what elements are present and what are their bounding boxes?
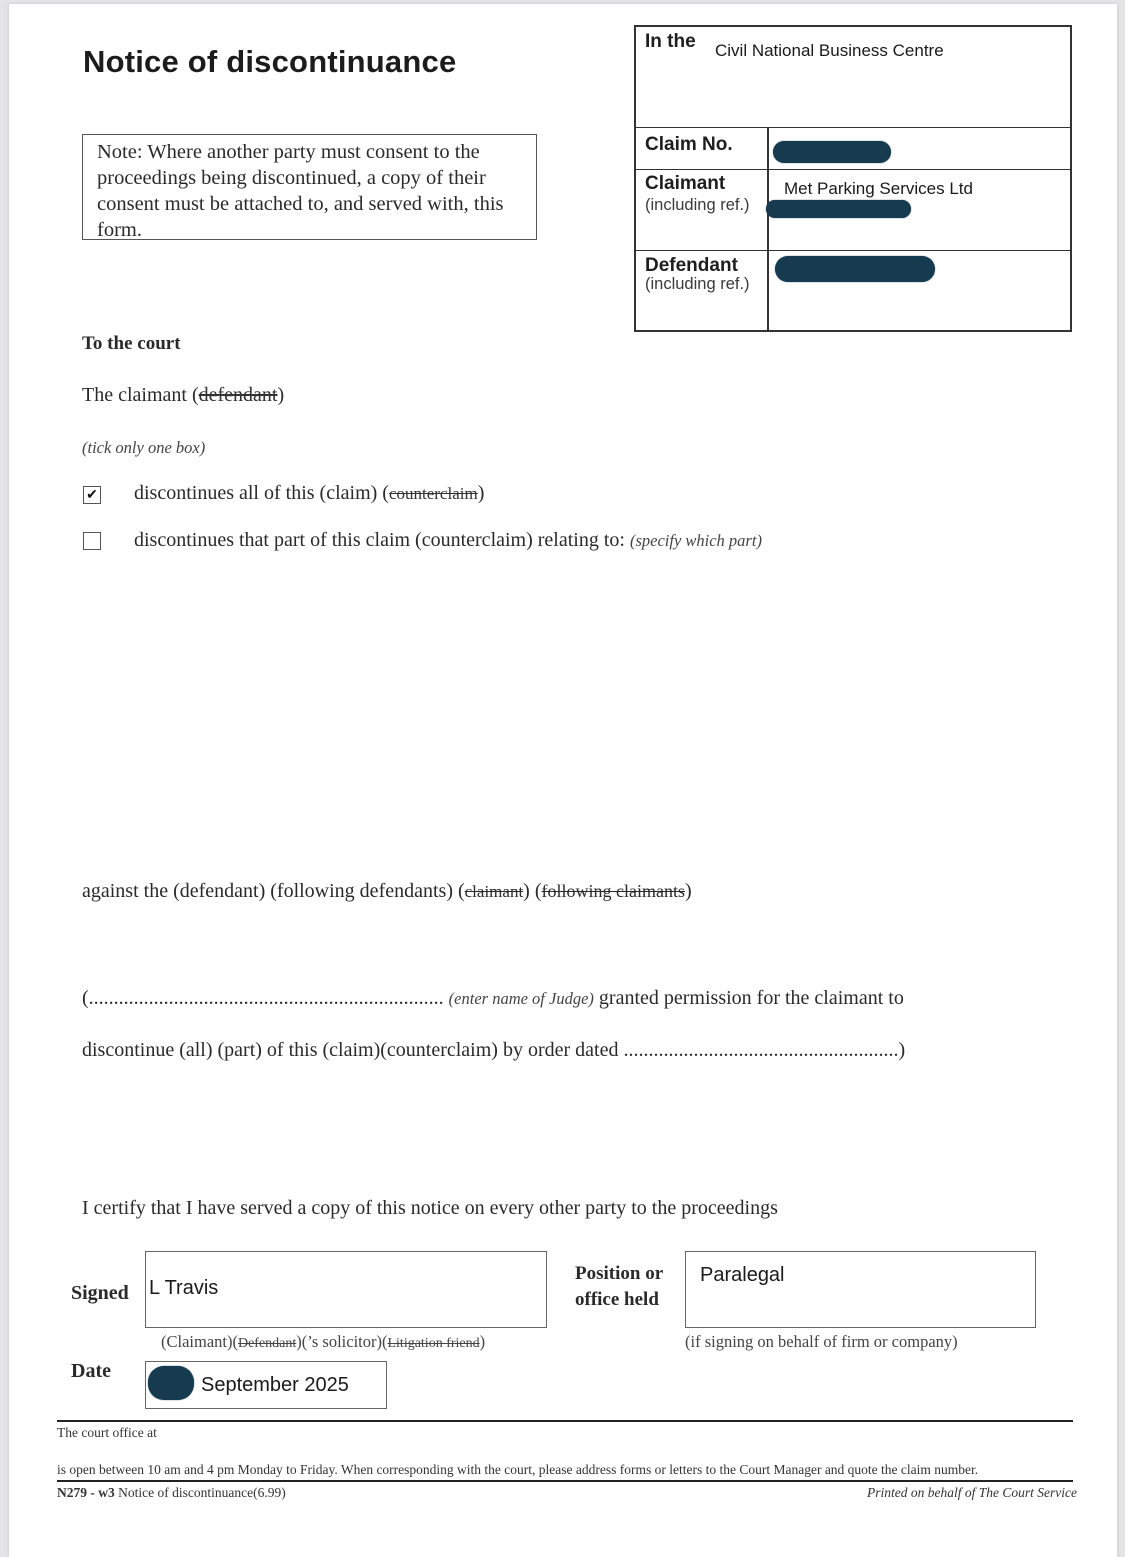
position-label-line1: Position or [575, 1263, 664, 1284]
claim-no-label: Claim No. [645, 134, 733, 155]
date-field[interactable] [145, 1361, 387, 1409]
claimant-ref-label: (including ref.) [645, 196, 750, 214]
judge-permission-text: granted permission for the claimant to [593, 987, 904, 1009]
discontinue-part-option [134, 529, 762, 552]
to-the-court-heading: To the court [82, 333, 181, 354]
claim-no-redaction [773, 141, 891, 163]
tick-hint: (tick only one box) [82, 438, 206, 457]
role-end: ) [479, 1332, 486, 1351]
consent-note: Note: Where another party must consent to the proceedings being discontinued, a copy of their consent must be attached to, and served with, this form. [82, 134, 537, 240]
page-title: Notice of discontinuance [83, 44, 457, 79]
signed-value: L Travis [149, 1277, 219, 1299]
struck-following-claimants: following claimants [541, 881, 685, 901]
against-mid: ) ( [523, 880, 542, 902]
court-details-table [634, 25, 1072, 332]
order-dated-line: discontinue (all) (part) of this (claim)(counterclaim) by order dated .......................................................) [82, 1039, 906, 1061]
discontinue-all-option [134, 482, 484, 505]
claimant-ref-redaction [766, 200, 911, 218]
signatory-role [161, 1332, 485, 1352]
form-reference [57, 1485, 286, 1501]
claimant-statement-text: The claimant ( [82, 384, 199, 406]
against-text: against the (defendant) (following defendants) ( [82, 880, 465, 902]
discontinue-all-checkbox[interactable] [83, 486, 101, 504]
form-name: Notice of discontinuance(6.99) [114, 1485, 286, 1500]
discontinue-all-end: ) [477, 482, 485, 504]
defendant-redaction [775, 256, 935, 282]
struck-role-litigation-friend: Litigation friend [387, 1336, 480, 1351]
struck-counterclaim: counterclaim [388, 484, 478, 503]
claimant-statement-end: ) [277, 384, 285, 406]
defendant-ref-label: (including ref.) [645, 275, 750, 293]
court-office-label: The court office at [57, 1425, 157, 1440]
checkmark-icon: ✔ [86, 487, 98, 503]
role-claimant: (Claimant)( [161, 1332, 238, 1351]
defendant-label: Defendant [645, 255, 738, 276]
position-label [575, 1261, 663, 1313]
position-label-line2: office held [575, 1289, 659, 1310]
date-label: Date [71, 1360, 111, 1382]
against-end: ) [684, 880, 692, 902]
claimant-row [636, 170, 1070, 251]
document-page [9, 4, 1117, 1557]
in-the-row [636, 27, 1070, 128]
against-statement [82, 880, 692, 903]
role-solicitor: )(’s solicitor)( [296, 1332, 388, 1351]
claimant-statement [82, 384, 284, 407]
in-the-label: In the [645, 31, 696, 52]
column-divider [767, 251, 769, 331]
discontinue-all-text: discontinues all of this (claim) ( [134, 482, 389, 504]
signed-field[interactable] [145, 1251, 547, 1328]
column-divider [767, 128, 769, 169]
date-value: September 2025 [201, 1374, 349, 1396]
footer-rule-top [57, 1420, 1073, 1422]
specify-part-hint: (specify which part) [629, 531, 762, 550]
discontinue-part-checkbox[interactable] [83, 532, 101, 550]
footer-rule-bottom [57, 1480, 1073, 1482]
position-value: Paralegal [700, 1264, 785, 1286]
printed-by: Printed on behalf of The Court Service [867, 1485, 1077, 1500]
court-name[interactable]: Civil National Business Centre [715, 41, 944, 60]
judge-hint: (enter name of Judge) [448, 989, 594, 1008]
judge-permission-line [82, 987, 904, 1010]
form-code: N279 - w3 [57, 1485, 115, 1500]
date-day-redaction [148, 1366, 194, 1400]
struck-defendant: defendant [198, 384, 278, 406]
discontinue-part-text: discontinues that part of this claim (counterclaim) relating to: [134, 529, 630, 551]
judge-name-field[interactable]: (....................................................................... [82, 987, 444, 1009]
claimant-name[interactable]: Met Parking Services Ltd [784, 179, 973, 198]
struck-claimant: claimant [464, 882, 524, 901]
struck-role-defendant: Defendant [237, 1336, 297, 1351]
claim-no-row [636, 128, 1070, 170]
court-hours-notice: is open between 10 am and 4 pm Monday to Friday. When corresponding with the court, please address forms or letters to the Court Manager and quote the claim number. [57, 1462, 979, 1477]
position-hint: (if signing on behalf of firm or company) [685, 1332, 958, 1351]
defendant-row [636, 251, 1070, 331]
certify-statement: I certify that I have served a copy of this notice on every other party to the proceedings [82, 1197, 778, 1219]
claimant-label: Claimant [645, 173, 726, 194]
position-field[interactable] [685, 1251, 1036, 1328]
signed-label: Signed [71, 1282, 129, 1304]
